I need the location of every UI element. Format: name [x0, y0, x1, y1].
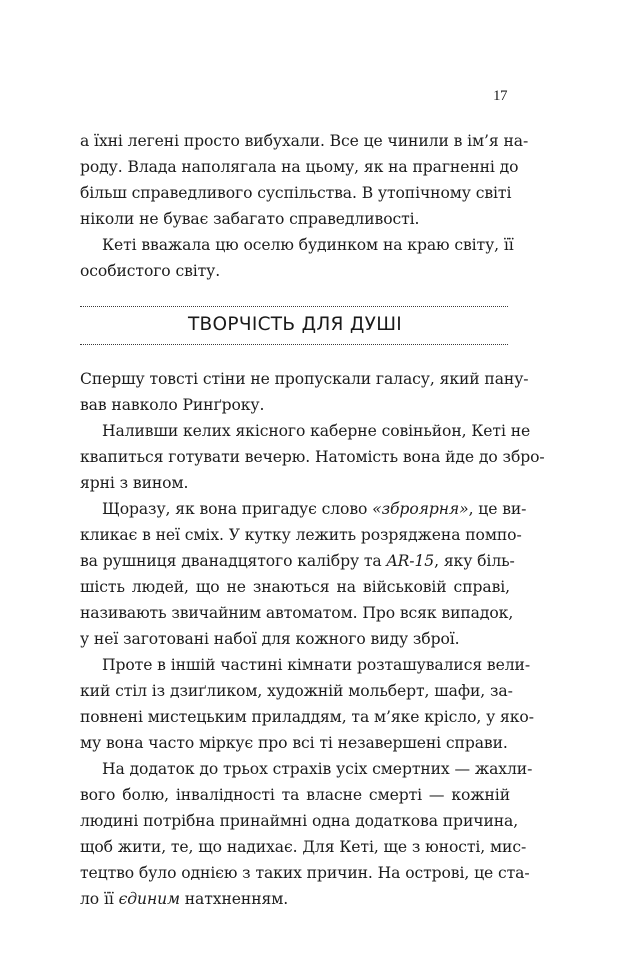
- section-divider-bottom: [80, 344, 508, 345]
- text-line: вав навколо Ринґроку.: [80, 396, 265, 414]
- text-segment: натхненням.: [184, 890, 289, 908]
- text-line: ніколи не буває забагато справедливості.: [80, 210, 420, 228]
- text-line: шість людей, що не знаються на військовій справі,: [80, 578, 510, 596]
- text-line: у неї заготовані набої для кожного виду зброї.: [80, 630, 460, 648]
- text-segment: ло її: [80, 890, 114, 908]
- text-line: повнені мистецьким приладдям, та м’яке крісло, у яко-: [80, 708, 534, 726]
- text-line: щоб жити, те, що надихає. Для Кеті, ще з юності, мис-: [80, 838, 527, 856]
- text-line: вого болю, інвалідності та власне смерті — кожній: [80, 786, 510, 804]
- text-line: людині потрібна принаймні одна додаткова причина,: [80, 812, 519, 830]
- text-segment: , це ви-: [468, 500, 527, 518]
- text-line: кий стіл із дзиґликом, художній мольберт, шафи, за-: [80, 682, 513, 700]
- text-line: а їхні легені просто вибухали. Все це чинили в ім’я на-: [80, 132, 529, 150]
- text-line: Кеті вважала цю оселю будинком на краю світу, її: [102, 236, 514, 254]
- text-line: [80, 889, 288, 909]
- text-segment: ва рушниця дванадцятого калібру та: [80, 552, 382, 570]
- text-line: особистого світу.: [80, 262, 221, 280]
- section-title: ТВОРЧІСТЬ ДЛЯ ДУШІ: [187, 314, 403, 335]
- text-line: роду. Влада наполягала на цьому, як на прагненні до: [80, 158, 519, 176]
- text-line: кликає в неї сміх. У кутку лежить розряджена помпо-: [80, 526, 522, 544]
- text-line: ярні з вином.: [80, 474, 189, 492]
- italic-term: єдиним: [118, 890, 180, 908]
- text-line: Проте в іншій частині кімнати розташувалися вели-: [102, 656, 531, 674]
- text-line: На додаток до трьох страхів усіх смертних — жахли-: [102, 760, 533, 778]
- text-line: більш справедливого суспільства. В утопічному світі: [80, 184, 512, 202]
- text-line: Спершу товсті стіни не пропускали галасу, який пану-: [80, 370, 529, 388]
- text-line: [102, 499, 527, 519]
- section-divider-top: [80, 306, 508, 307]
- text-line: називають звичайним автоматом. Про всяк випадок,: [80, 604, 514, 622]
- text-line: тецтво було однією з таких причин. На острові, це ста-: [80, 864, 530, 882]
- italic-term: AR-15: [386, 552, 435, 570]
- text-line: квапиться готувати вечерю. Натомість вона йде до збро-: [80, 448, 545, 466]
- text-segment: Щоразу, як вона пригадує слово: [102, 500, 368, 518]
- text-line: Наливши келих якісного каберне совіньйон, Кеті не: [102, 422, 531, 440]
- page-number: 17: [493, 88, 507, 104]
- text-line: [80, 551, 515, 571]
- text-segment: , яку біль-: [434, 552, 515, 570]
- italic-term: «зброярня»: [372, 500, 469, 518]
- text-line: му вона часто міркує про всі ті незавершені справи.: [80, 734, 508, 752]
